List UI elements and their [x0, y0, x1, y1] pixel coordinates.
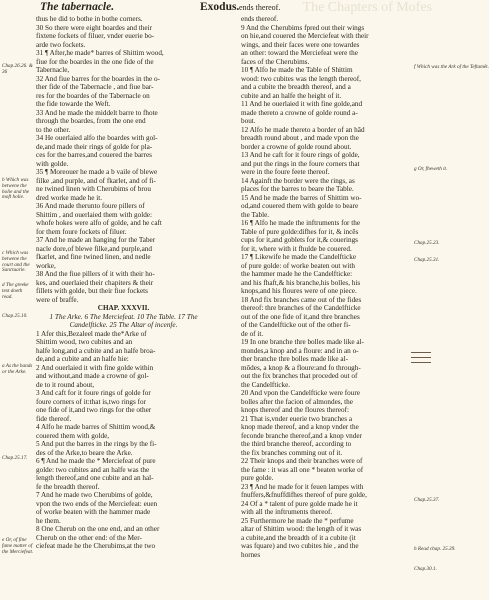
text-line: 2 And ouerlaied it with fine golde within: [36, 363, 154, 372]
text-line: arde two fockets.: [36, 40, 86, 49]
text-line: 34 He ouerlaied alfo the boardes with gol-: [36, 134, 158, 142]
text-line: de,and made their rings of golde for pla-: [36, 142, 153, 151]
text-line: feconde branche thereof,and a knop vnder: [241, 431, 362, 440]
text-line: thereof: thre branches of the Candelfticke: [241, 304, 361, 312]
text-line: the third branche thereof, according to: [241, 440, 352, 448]
text-line: bolles after the facion of almondes, the: [241, 397, 353, 406]
text-line: golde: two cubites and an halfe was the: [36, 465, 150, 474]
text-line: 9 And the Cherubims fpred out their wings: [241, 23, 365, 32]
text-line: 3 And caft for it foure rings of golde for: [36, 389, 151, 397]
text-line: of pure golde: of worke beaten out with: [241, 261, 355, 270]
text-line: knops,and his floures were of one piece.: [241, 287, 357, 295]
text-line: 25 Furthermore he made the * perfume: [241, 516, 354, 525]
text-line: and put the rings in the foure corners that: [241, 159, 360, 168]
text-line: were of braffe.: [36, 295, 79, 304]
text-line: 13 And he caft for it foure rings of golde,: [241, 151, 360, 159]
text-line: Shittim , and ouerlaied them with golde:: [36, 210, 152, 219]
text-line: and without,and made a crowne of gol-: [36, 372, 149, 380]
text-line: with golde.: [36, 159, 69, 168]
cross-reference: h Read chap. 25.39.: [414, 546, 456, 552]
text-line: cups for it,and goblets for it,& couerings: [241, 236, 358, 244]
text-line: cubite and an halfe the height of it.: [241, 91, 342, 100]
cross-reference: g Or, fheweth it.: [414, 166, 448, 172]
text-line: fe the breadth thereof.: [36, 482, 100, 491]
text-line: knop made thereof, and a knop vnder the: [241, 423, 359, 431]
text-line: couered them with golde,: [36, 431, 110, 440]
text-line: of the Candelfticke out of the other fi-: [241, 321, 351, 329]
margin-note: d The greeke text doeth read.: [2, 282, 29, 300]
margin-note: c Which was betwene the court and the Sanctuarie.: [2, 250, 30, 274]
cross-reference: Chap.25.31.: [414, 257, 440, 263]
text-line: de of it.: [241, 329, 264, 338]
text-line: for them foure fockets of filuer.: [36, 227, 127, 236]
text-line: 20 And vpon the Candelfticke were foure: [241, 389, 360, 397]
text-line: made thereto a crowne of golde round a-: [241, 108, 358, 117]
text-line: and a cubite the breadth thereof, and a: [241, 83, 351, 91]
text-line: mondes,a knop and a floure: and in an o-: [241, 346, 359, 355]
rule-line: [411, 352, 431, 353]
text-line: out the fix branches that proceded out of: [241, 372, 358, 380]
text-line: 23 ¶ And he made for it feuen lampes with: [241, 482, 364, 491]
text-line: a cubite,and the breadth of it a cubite (it: [241, 533, 356, 542]
text-line: the hammer made he the Candelfticke:: [241, 270, 353, 278]
text-line: and his fhaft,& his branche,his bolles, his: [241, 278, 361, 287]
text-line: 5 And put the barres in the rings by the fi-: [36, 440, 157, 448]
text-line: 22 Their knops and their branches were of: [241, 457, 363, 465]
text-line: 11 And he ouerlaied it with fine golde,and: [241, 100, 363, 108]
right-text-column: [241, 15, 416, 559]
text-line: ciefeat made he the Cherubims,at the two: [36, 542, 156, 550]
text-line: one fide of it,and two rings for the other: [36, 406, 152, 414]
text-line: fnuffers,&fnuffdifhes thereof of pure golde,: [241, 491, 367, 499]
text-line: the fide towarde the Weft.: [36, 100, 111, 108]
header-right-snippet: ends thereof.: [239, 3, 281, 12]
text-line: 33 And he made the middelt barre to fhote: [36, 108, 158, 117]
text-line: 21 That is,vnder euerie two branches a: [241, 414, 353, 423]
text-line: 7 And he made two Cherubims of golde,: [36, 491, 153, 499]
text-line: 4 Alfo he made barres of Shittim wood,&: [36, 423, 156, 431]
text-line: 37 And he made an hanging for the Taber: [36, 236, 156, 244]
text-line: od,and couered them with golde to beare: [241, 202, 359, 210]
header-book-title: Exodus.: [200, 1, 240, 13]
text-line: fillets with golde, but their fiue fockets: [36, 287, 148, 295]
text-line: halfe long,and a cubite and an halfe broa-: [36, 346, 156, 355]
text-line: 36 And made therunto foure pillers of: [36, 202, 145, 210]
text-line: the fix branches comming out of it.: [241, 448, 343, 457]
text-line: places for the barres to beare the Table.: [241, 185, 354, 193]
text-line: 32 And fiue barres for the boardes in the o-: [36, 74, 160, 83]
text-line: dred worke made he it.: [36, 193, 103, 202]
rule-line: [411, 357, 431, 358]
text-line: the Table.: [241, 210, 270, 219]
text-line: mōdes, a knop & a floure:and fo through-: [241, 363, 361, 372]
text-line: fiue for the boardes in the one fide of the: [36, 57, 154, 66]
text-line: 1 Afer this,Bezaleel made the*Arke of: [36, 329, 147, 338]
text-line: Cherub on the other end: of the Mer-: [36, 533, 142, 542]
text-line: border a crowne of golde round about.: [241, 142, 352, 151]
text-line: were in the foure feete thereof.: [241, 168, 330, 176]
cross-reference: Chap.25.37.: [414, 497, 440, 503]
text-line: 14 Againft the border were the rings, as: [241, 176, 355, 185]
text-line: 18 And fix branches came out of the fides: [241, 295, 362, 304]
text-line: kes, and ouerlaied their chapiters & their: [36, 278, 154, 287]
text-line: hornes: [241, 550, 261, 559]
text-line: Candelfticke. 25 The Altar of incenfe.: [69, 321, 178, 329]
text-line: 10 ¶ Alfo he made the Table of Shittim: [241, 66, 353, 74]
text-line: 8 One Cherub on the one end, and an other: [36, 525, 160, 533]
text-line: 16 ¶ Alfo he made the inftruments for the: [241, 219, 361, 227]
text-line: an other: toward the Merciefeat were the: [241, 49, 358, 57]
text-line: ends thereof.: [241, 15, 279, 23]
cross-reference: f Which was the Ark of the Teftamēt.: [414, 64, 489, 70]
text-line: 12 Alfo he made thereto a border of an hād: [241, 125, 365, 134]
text-line: vpon the two ends of the Merciefeat: euen: [36, 499, 158, 508]
text-line: knops thereof and the floures thereof:: [241, 406, 349, 414]
text-line: 6 ¶ And he made the * Merciefeat of pure: [36, 457, 156, 465]
text-line: 17 ¶ Likewife he made the Candelfticke: [241, 253, 357, 261]
text-line: with all the inftruments thereof.: [241, 508, 333, 516]
text-line: foure corners of it:that is,two rings for: [36, 397, 146, 406]
margin-note: a As the bands or the Arke.: [2, 363, 33, 375]
text-line: fide thereof.: [36, 414, 72, 423]
text-line: for it, where with it fhulde be couered.: [241, 244, 352, 253]
text-line: des of the Arke,to beare the Arke.: [36, 448, 133, 457]
text-line: he them.: [36, 516, 61, 525]
text-line: pure golde.: [241, 474, 274, 482]
text-line: 35 ¶ Moreouer he made a b vaile of blewe: [36, 168, 158, 176]
text-line: 30 So there were eight boardes and their: [36, 23, 152, 32]
text-line: 24 Of a * talent of pure golde made he it: [241, 499, 358, 508]
text-line: ne twined linen with Cherubims of brou: [36, 185, 151, 193]
text-line: thus he did to bothe in bothe corners.: [36, 15, 143, 23]
text-line: whofe hokes were alfo of golde, and he caft: [36, 219, 162, 227]
text-line: 15 And he made the barres of Shittim wo-: [241, 193, 362, 202]
text-line: CHAP. XXXVII.: [97, 304, 150, 312]
text-line: bout.: [241, 117, 256, 125]
rule-line: [411, 362, 431, 363]
header-left-title: The tabernacle.: [40, 1, 115, 13]
text-line: res for the boardes of the Tabernacle on: [36, 91, 150, 100]
margin-note: e Or, of fine fame matter of the Merciefeat.: [2, 537, 34, 555]
text-line: of worke beaten with the hammer made: [36, 508, 151, 516]
text-line: length thereof,and one cubite and an hal-: [36, 474, 154, 482]
bleed-through-text: The Chapters of Mofes: [302, 0, 432, 15]
text-line: 19 In one branche thre bolles made like al-: [241, 338, 364, 346]
text-line: Table of pure golde:difhes for it, & incēs: [241, 227, 359, 236]
text-line: altar of Shittim wood: the length of it was: [241, 525, 362, 533]
left-text-column: [36, 15, 211, 551]
text-line: fixtene fockets of filuer, vnder euerie bo-: [36, 32, 155, 40]
margin-note: b Which was betwene the holie and the moft holie.: [2, 177, 30, 201]
cross-reference: Chap.25.23.: [414, 240, 440, 246]
text-line: de,and a cubite and an halfe hie:: [36, 355, 129, 363]
text-line: ces for the barres,and couered the barres: [36, 151, 152, 159]
text-line: worke,: [36, 261, 56, 270]
text-line: the Candelfticke.: [241, 380, 291, 389]
text-line: Shittim wood, two cubites and an: [36, 338, 133, 346]
cross-reference: Chap.30.1.: [414, 566, 437, 572]
margin-note: Chap.25.10.: [2, 313, 28, 319]
text-line: out of the one fide of it,and thre branches: [241, 312, 360, 321]
text-line: Tabernacle,: [36, 66, 70, 74]
text-line: was fquare) and two cubites hie , and the: [241, 542, 359, 550]
text-line: 1 The Arke. 6 The Merciefeat. 10 The Table. 17 The: [49, 312, 198, 321]
text-line: wings, and their faces were one towardes: [241, 40, 360, 49]
text-line: through the boardes, from the one end: [36, 117, 146, 125]
margin-note: Chap.25.17.: [2, 455, 28, 461]
text-line: the fame : it was all one * beaten worke of: [241, 465, 364, 474]
text-line: de to it round about,: [36, 380, 95, 389]
text-line: on hie,and couered the Merciefeat with their: [241, 32, 369, 40]
text-line: filke ,and purple, and of fkarlet, and of fi-: [36, 176, 156, 185]
text-line: 38 And the fiue pillers of it with their ho-: [36, 270, 155, 278]
text-line: nacle dore,of blewe filke,and purple,and: [36, 244, 152, 253]
text-line: breadth round about , and made vpon the: [241, 134, 359, 142]
text-line: ther fide of the Tabernacle , and fiue bar-: [36, 83, 154, 91]
decorative-rules: [411, 352, 431, 367]
text-line: wood: two cubites was the length thereof,: [241, 74, 361, 83]
text-line: faces of the Cherubims.: [241, 57, 310, 66]
margin-note: Chap.26.26. & 36: [2, 63, 33, 75]
text-line: fkarlet, and fine twined linen, and nedle: [36, 253, 151, 261]
text-line: 31 ¶ After,he made* barres of Shittim wood,: [36, 49, 164, 57]
text-line: to the other.: [36, 125, 71, 134]
text-line: ther branche thre bolles made like al-: [241, 355, 348, 363]
